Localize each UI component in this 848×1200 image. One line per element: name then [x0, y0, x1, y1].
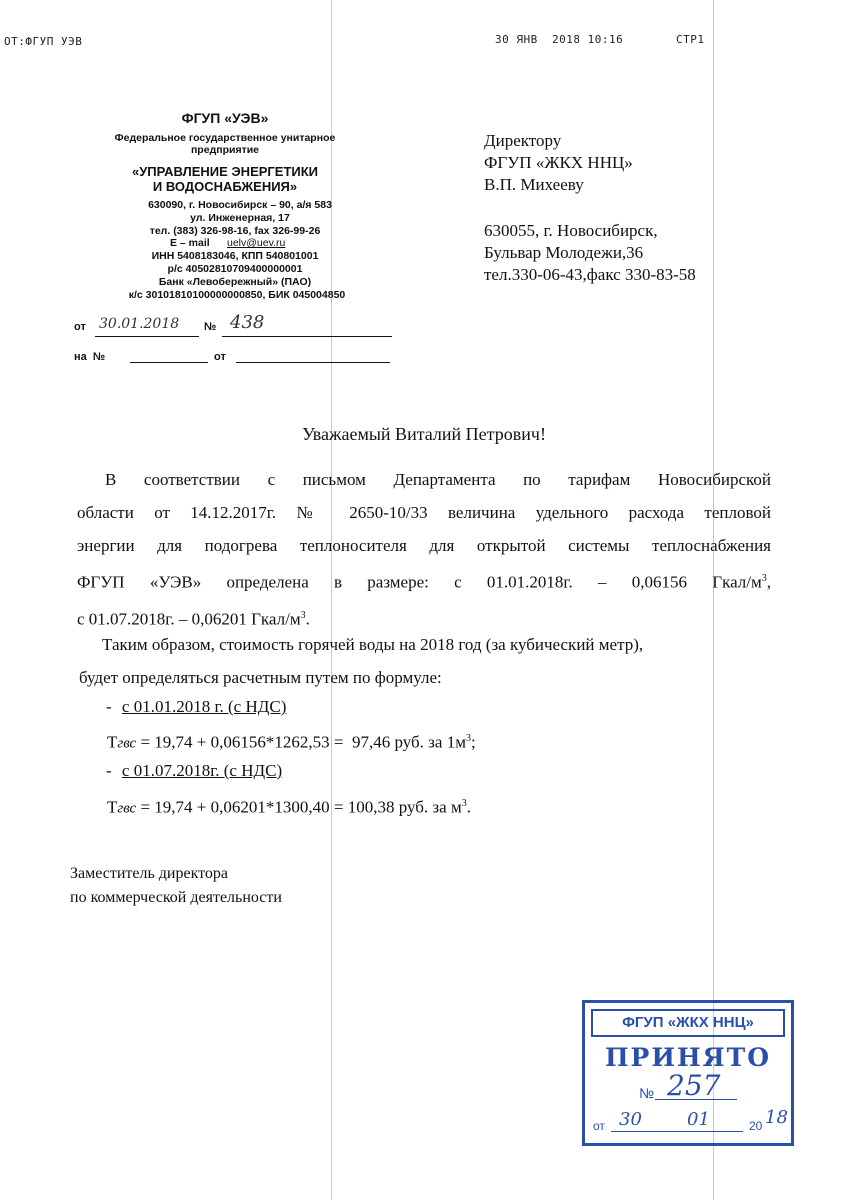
sender-org-short: ФГУП «УЭВ» — [181, 110, 269, 126]
formula-1: Тгвс = 19,74 + 0,06156*1262,53 = 97,46 руб. за $1м^3$; — [107, 732, 476, 752]
stamp-org: ФГУП «ЖКХ ННЦ» — [591, 1009, 785, 1037]
p1-line-2: области от 14.12.2017г. № 2650-10/33 величина удельного расхода тепловой — [77, 503, 771, 522]
stamp-date-label: от — [593, 1119, 605, 1133]
letter-paragraph-2 — [77, 628, 777, 694]
item2-dash: - — [106, 761, 112, 780]
ref-date-handwritten: 30.01.2018 — [99, 316, 180, 332]
sender-org-type-1: Федеральное государственное унитарное — [114, 132, 336, 144]
sender-inn: ИНН 5408183046, КПП 540801001 — [151, 250, 319, 262]
ref-date-field — [95, 316, 199, 337]
stamp-month-handwritten: 01 — [687, 1109, 710, 1130]
stamp-no-label: № — [639, 1085, 655, 1101]
stamp-day-handwritten: 30 — [619, 1109, 642, 1130]
sender-bank: Банк «Левобережный» (ПАО) — [158, 276, 312, 288]
sender-email-label: E – mail — [170, 237, 210, 249]
item1-dash: - — [106, 697, 112, 716]
sender-address-2: ул. Инженерная, 17 — [190, 212, 290, 224]
addressee-title: Директору — [484, 131, 562, 150]
received-stamp — [582, 1000, 794, 1146]
addressee-city: 630055, г. Новосибирск, — [484, 221, 658, 240]
signature-block — [70, 862, 282, 910]
ref-from-label: от — [74, 321, 86, 333]
stamp-no-handwritten: 257 — [667, 1069, 721, 1102]
p1-line-4: ФГУП «УЭВ» определена в размере: с 01.01.2018г. – 0,06156 Гкал/$м^3$, — [77, 572, 771, 592]
stamp-date-line — [611, 1131, 743, 1132]
letter-paragraph-1 — [77, 463, 771, 635]
sender-org-type-2: предприятие — [190, 144, 260, 156]
sender-email-link[interactable]: uelv@uev.ru — [227, 237, 286, 249]
p1-line-5: с 01.07.2018г. – 0,06201 Гкал/$м^3$. — [77, 609, 310, 629]
addressee-org: ФГУП «ЖКХ ННЦ» — [484, 153, 633, 172]
fax-page: СТР1 — [676, 33, 705, 46]
sender-corr-account: к/с 30101810100000000850, БИК 045004850 — [128, 289, 346, 301]
addressee-name: В.П. Михееву — [484, 175, 584, 194]
ref-na-label: на № — [74, 351, 106, 363]
ref-no-field — [222, 312, 392, 337]
ref-na-field — [130, 349, 208, 363]
p2-line-1: Таким образом, стоимость горячей воды на 2018 год (за кубический метр), — [102, 635, 644, 654]
ref-no-handwritten: 438 — [230, 312, 265, 333]
formula-2: Тгвс = 19,74 + 0,06201*1300,40 = 100,38 руб. за $м^3$. — [107, 797, 471, 817]
stamp-title: ПРИНЯТО — [604, 1043, 772, 1072]
formula-item-1 — [106, 690, 286, 723]
p1-line-1: В соответствии с письмом Департамента по тарифам Новосибирской — [105, 470, 771, 489]
stamp-year-handwritten: 18 — [765, 1107, 788, 1128]
sender-account: р/с 40502810709400000001 — [167, 263, 303, 275]
sender-block — [70, 110, 380, 194]
fax-datetime: 30 ЯНВ 2018 10:16 — [495, 33, 624, 46]
sender-org-name-1: «УПРАВЛЕНИЕ ЭНЕРГЕТИКИ — [131, 164, 319, 179]
sender-org-name-2: И ВОДОСНАБЖЕНИЯ» — [152, 179, 298, 194]
stamp-year-print: 20 — [749, 1119, 763, 1133]
p1-line-3: энергии для подогрева теплоносителя для открытой системы теплоснабжения — [77, 536, 771, 555]
p2-line-2: будет определяться расчетным путем по формуле: — [79, 668, 442, 687]
addressee-block — [484, 130, 696, 286]
sender-address-1: 630090, г. Новосибирск – 90, а/я 583 — [148, 199, 332, 211]
ref-ot-label: от — [214, 351, 226, 363]
ref-ot-field — [236, 349, 390, 363]
addressee-street: Бульвар Молодежи,36 — [484, 243, 644, 262]
formula-item-2 — [106, 754, 282, 787]
addressee-phone: тел.330-06-43,факс 330-83-58 — [484, 265, 696, 284]
signature-title-1: Заместитель директора — [70, 865, 229, 882]
signature-title-2: по коммерческой деятельности — [70, 889, 282, 906]
ref-no-label: № — [204, 321, 217, 333]
item1-heading: с 01.01.2018 г. (с НДС) — [121, 697, 287, 716]
letter-salutation: Уважаемый Виталий Петрович! — [302, 424, 546, 444]
sender-phone: тел. (383) 326-98-16, fax 326-99-26 — [149, 225, 321, 237]
fax-sender: ОТ:ФГУП УЭВ — [4, 35, 83, 48]
item2-heading: с 01.07.2018г. (с НДС) — [121, 761, 283, 780]
